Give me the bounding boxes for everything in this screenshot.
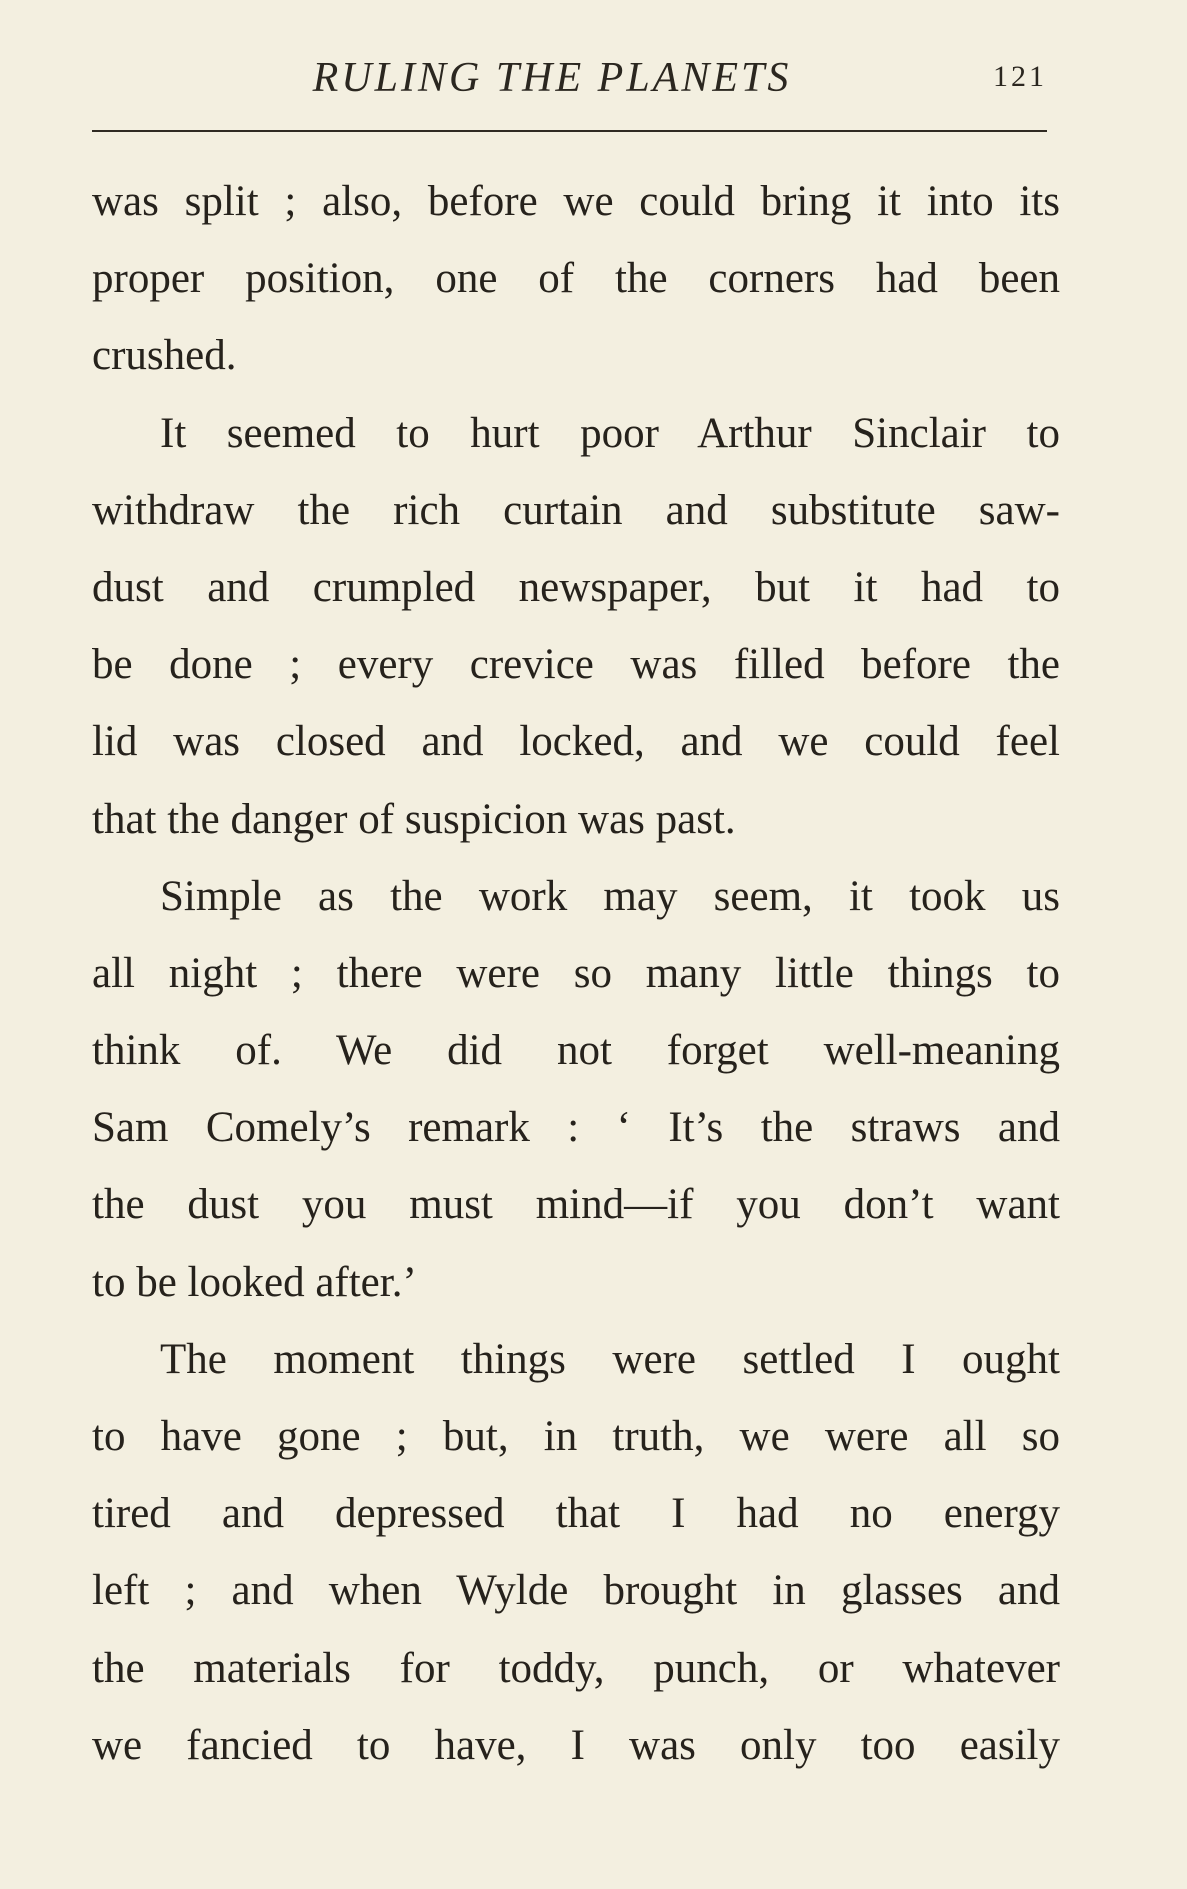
text-line: It seemed to hurt poor Arthur Sinclair to [160,409,1060,457]
header-rule [92,130,1047,132]
text-line: lid was closed and locked, and we could feel [92,718,1060,766]
text-line: tired and depressed that I had no energy [92,1490,1060,1538]
text-line: Sam Comely’s remark : ‘ It’s the straws and [92,1104,1060,1152]
text-line: the dust you must mind—if you don’t want [92,1181,1060,1229]
text-line: was split ; also, before we could bring it into its [92,178,1060,225]
text-line: proper position, one of the corners had been [92,255,1060,303]
running-title: RULING THE PLANETS [312,55,792,101]
text-line: dust and crumpled newspaper, but it had to [92,563,1060,611]
text-line: we fancied to have, I was only too easily [92,1721,1060,1769]
text-line: to have gone ; but, in truth, we were all so [92,1413,1060,1460]
body-text [92,163,1060,1784]
text-line: be done ; every crevice was filled before the [92,641,1060,689]
running-head [92,48,1047,108]
text-line: Simple as the work may seem, it took us [160,872,1060,920]
page-number: 121 [993,60,1047,93]
text-line: all night ; there were so many little things to [92,949,1060,997]
text-line: that the danger of suspicion was past. [92,795,736,843]
text-line: to be looked after.’ [92,1258,417,1306]
text-line: think of. We did not forget well-meaning [92,1027,1060,1075]
text-line: The moment things were settled I ought [160,1335,1060,1383]
text-line: left ; and when Wylde brought in glasses and [92,1567,1060,1615]
text-line: withdraw the rich curtain and substitute saw- [92,486,1060,534]
text-line: the materials for toddy, punch, or whatever [92,1644,1060,1692]
text-line: crushed. [92,332,237,380]
